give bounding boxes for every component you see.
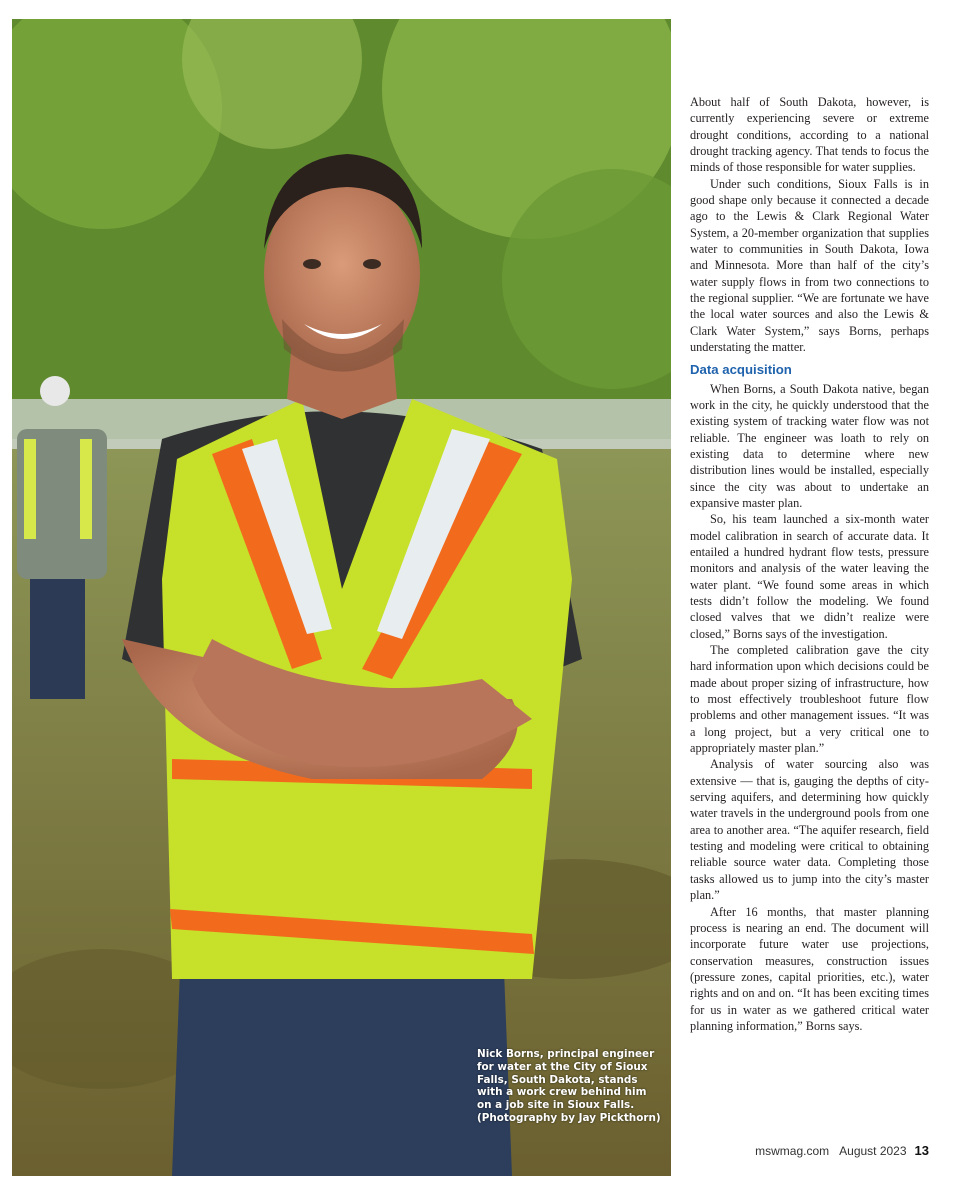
- body-paragraph: About half of South Dakota, however, is currently experiencing severe or extreme drought conditions, according to a national drought tracking agency. That tends to focus the minds of those responsible for water supplies.: [690, 95, 929, 175]
- photo-illustration: [12, 19, 671, 1176]
- body-paragraph: After 16 months, that master planning process is nearing an end. The document will incorporate future water use projections, conservation measures, construction issues (pressure zones, capital priorities, etc.), water rights and on and on. “It has been exciting times for us in water as we gathered critical water planning information,” Borns says.: [690, 904, 929, 1033]
- body-paragraph: Under such conditions, Sioux Falls is in good shape only because it connected a decade ago to the Lewis & Clark Regional Water System, a 20-member organization that supplies water to communities in South Dakota, Iowa and Minnesota. More than half of the city’s water supply flows in from two connections to the regional supplier. “We are fortunate we have the local water sources and also the Lewis & Clark Water System,” says Borns, perhaps understating the matter.: [690, 176, 929, 355]
- body-paragraph: When Borns, a South Dakota native, began work in the city, he quickly understood that the existing system of tracking water flow was not reliable. The engineer was loath to rely on existing data to determine where new distribution lines would be installed, especially since the city was about to undertake an expansive master plan.: [690, 381, 929, 510]
- photo-caption: Nick Borns, principal engineer for water at the City of Sioux Falls, South Dakota, stands with a work crew behind him on a job site in Sioux Falls. (Photography by Jay Pickthorn): [477, 1048, 661, 1124]
- article-column: [690, 94, 929, 1034]
- page-number: 13: [914, 1143, 929, 1158]
- issue-date: August 2023: [839, 1144, 907, 1158]
- body-paragraph: So, his team launched a six-month water model calibration in search of accurate data. It entailed a hundred hydrant flow tests, pressure monitors and analysis of the water leaving the water plant. “We found some areas in which tests didn’t follow the modeling. We found closed valves that we didn’t realize were closed,” Borns says of the investigation.: [690, 512, 929, 641]
- page-footer: [690, 1143, 929, 1158]
- site-url: mswmag.com: [755, 1144, 830, 1158]
- section-heading: Data acquisition: [690, 361, 792, 377]
- body-paragraph: Analysis of water sourcing also was extensive — that is, gauging the depths of city-serving aquifers, and determining how quickly water travels in the underground pools from one area to another area. “The aquifer research, field testing and modeling were critical to obtaining reliable source water data. Completing those tasks allowed us to jump into the city’s master plan.”: [690, 757, 929, 903]
- body-paragraph: The completed calibration gave the city hard information upon which decisions could be made about proper sizing of infrastructure, how to most effectively troubleshoot future flow problems and other management issues. “It was a long project, but a very critical one to appropriately master plan.”: [690, 643, 929, 756]
- feature-photo: [12, 19, 671, 1176]
